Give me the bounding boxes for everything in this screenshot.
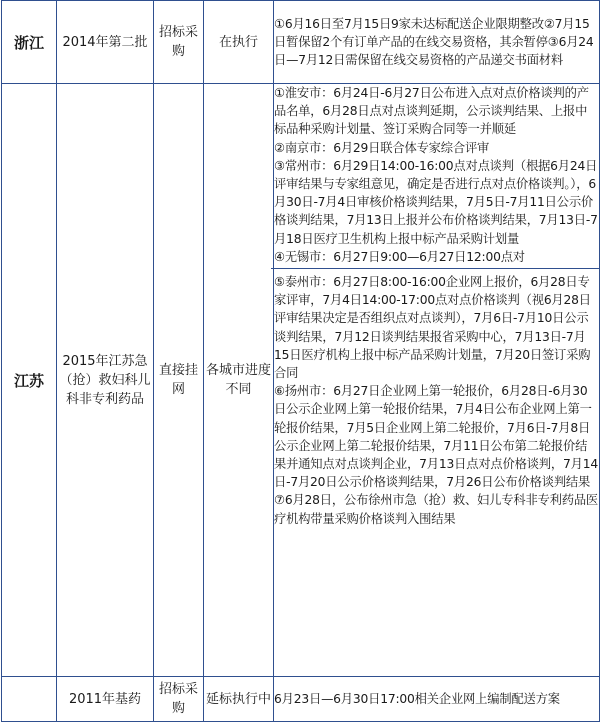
- method-cell: 招标采购: [154, 1, 204, 84]
- table-row: [2, 84, 600, 677]
- detail-paragraph: ①淮安市：6月24日-6月27日公布进入点对点价格谈判的产品名单，6月28日点对点谈判延期，公示谈判结果、上报中标品种采购计划量、签订采购合同等一并顺延: [274, 86, 589, 137]
- detail-paragraph: ⑥扬州市：6月27日企业网上第一轮报价，6月28日-6月30日公示企业网上第一轮报价结果，7月4日公布企业网上第一轮报价结果，7月5日企业网上第二轮报价，7月6日-7月8日公示企业网上第二轮报价结果，7月11日公布第二轮报价结果并通知点对点谈判企业，7月13日点对点价格谈判，7月14日-7月20日公示价格谈判结果，7月26日公布价格谈判结果: [274, 384, 598, 490]
- procurement-table: [1, 0, 600, 722]
- province-cell: 浙江: [2, 1, 57, 84]
- detail-paragraph: ④无锡市：6月27日9:00—6月27日12:00点对: [274, 249, 525, 264]
- batch-cell: 2011年基药: [57, 677, 154, 722]
- detail-cell: [274, 1, 600, 84]
- province-cell: 江苏: [2, 84, 57, 677]
- detail-paragraph: ②南京市：6月29日联合体专家综合评审: [274, 140, 490, 155]
- status-cell: 延标执行中: [204, 677, 274, 722]
- detail-cell: [274, 677, 600, 722]
- detail-paragraph: ③常州市：6月29日14:00-16:00点对点谈判（根据6月24日评审结果与专家组意见，确定是否进行点对点价格谈判。），6月30日-7月4日审核价格谈判结果，7月5日-7月11日公示价格谈判结果，7月13日上报并公布价格谈判结果，7月13日-7月18日医疗卫生机构上报中标产品采购计划量: [274, 158, 598, 246]
- status-cell: 在执行: [204, 1, 274, 84]
- detail-cell: [274, 84, 600, 677]
- province-cell: [2, 677, 57, 722]
- status-cell: 各城市进度不同: [204, 84, 274, 677]
- detail-paragraph: ⑤泰州市：6月27日8:00-16:00企业网上报价，6月28日专家评审，7月4日14:00-17:00点对点价格谈判（视6月28日评审结果决定是否组织点对点谈判），7月6日-7月10日公示谈判结果，7月12日谈判结果报省采购中心，7月13日-7月15日医疗机构上报中标产品采购计划量，7月20日签订采购合同: [274, 275, 591, 381]
- detail-paragraph: ⑦6月28日，公布徐州市急（抢）救、妇儿专科非专利药品医疗机构带量采购价格谈判入围结果: [274, 493, 599, 526]
- detail-paragraph: ①6月16日至7月15日9家未达标配送企业限期整改②7月15日暂保留2个有订单产品的在线交易资格，其余暂停③6月24日—7月12日需保留在线交易资格的产品递交书面材料: [274, 16, 594, 68]
- table-row: [2, 1, 600, 84]
- table-row: [2, 677, 600, 722]
- method-cell: 招标采购: [154, 677, 204, 722]
- batch-cell: 2015年江苏急（抢）救妇科儿科非专利药品: [57, 84, 154, 677]
- batch-cell: 2014年第二批: [57, 1, 154, 84]
- method-cell: 直接挂网: [154, 84, 204, 677]
- cell-divider: [271, 268, 600, 269]
- detail-paragraph: 6月23日—6月30日17:00相关企业网上编制配送方案: [274, 691, 560, 706]
